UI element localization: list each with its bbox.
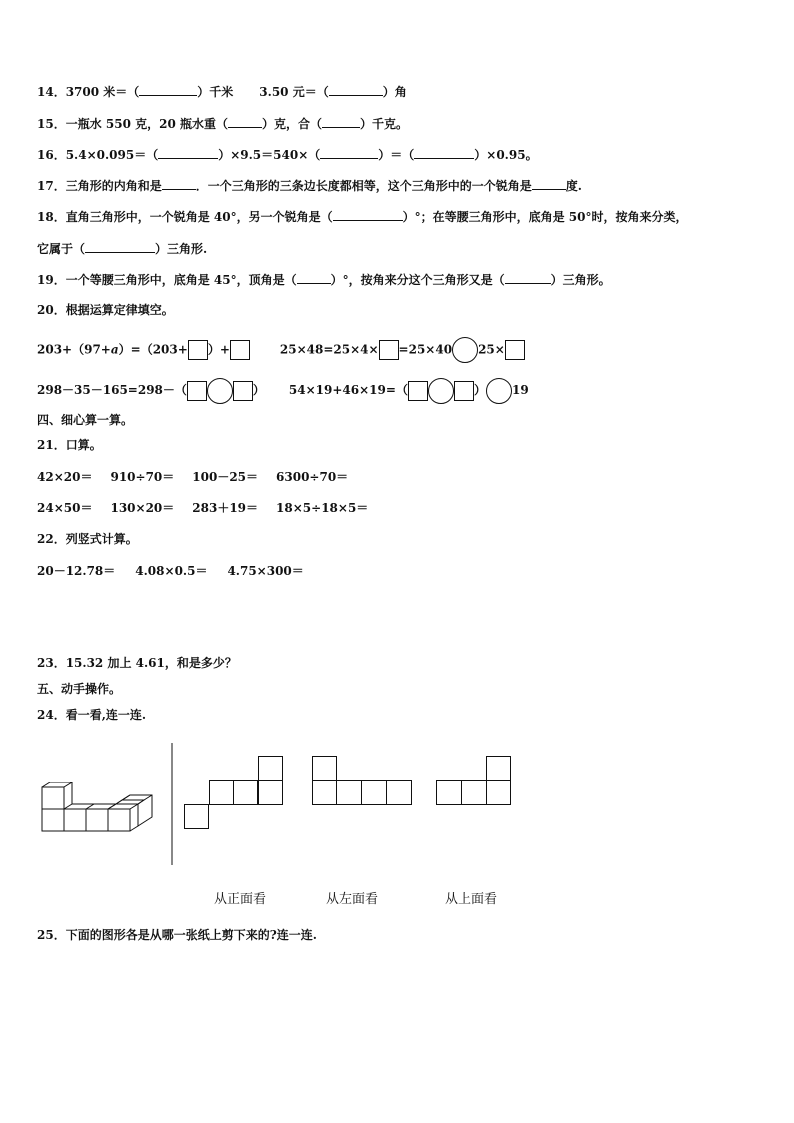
q16-text-a: 16．5.4×0.095＝（ [37,148,159,162]
q20-r2-box-4[interactable] [454,381,474,401]
q15-blank-grams[interactable] [228,115,262,128]
q20-r1-circle-1[interactable] [452,337,478,363]
view-figure-c[interactable] [435,756,515,810]
q20-r1-text-e: =25×40 [398,342,453,357]
question-18-line2 [37,240,207,257]
q18-text-a: 18．直角三角形中，一个锐角是 40°，另一个锐角是（ [37,210,333,224]
q20-r2-text-c: 54×19+46×19=（ [288,383,408,397]
question-25: 25．下面的图形各是从哪一张纸上剪下来的?连一连. [37,928,317,942]
question-17 [37,177,582,194]
q20-r2-circle-3[interactable] [486,378,512,404]
q20-var-a: a [110,342,119,357]
question-21-title: 21．口算。 [37,438,102,452]
q22-item-1: 20－12.78＝ [37,564,116,578]
question-16 [37,146,538,163]
q20-r2-text-d: ） [473,383,486,397]
q20-r1-box-4[interactable] [505,340,525,360]
q17-text-c: 度. [565,179,582,193]
section-4-heading: 四、细心算一算。 [37,413,134,427]
q16-blank-1[interactable] [158,146,218,159]
q22-item-3: 4.75×300＝ [227,564,304,578]
q20-r1-text-d: 25×48=25×4× [279,342,379,357]
question-22-title: 22．列竖式计算。 [37,532,138,546]
q21-item-4: 6300÷70＝ [276,470,349,484]
q19-blank-type[interactable] [505,271,551,284]
q15-text-a: 15．一瓶水 550 克，20 瓶水重（ [37,117,228,131]
q21-item-7: 283＋19＝ [192,501,259,515]
q20-r1-text-c: ）+ [207,342,230,357]
q17-blank-sum[interactable] [162,177,196,190]
question-20-row1 [37,337,525,363]
q15-blank-kg[interactable] [322,115,360,128]
q21-item-3: 100－25＝ [192,470,259,484]
q20-r1-box-3[interactable] [379,340,399,360]
question-18 [37,208,687,225]
q20-r1-text-f: 25× [478,342,505,357]
q21-item-6: 130×20＝ [110,501,175,515]
q19-blank-apex[interactable] [297,271,331,284]
q20-r2-circle-2[interactable] [428,378,454,404]
q18-text-c: 它属于（ [37,242,86,256]
question-21-row2 [37,500,368,516]
question-21-row1 [37,469,348,485]
q19-text-a: 19．一个等腰三角形中，底角是 45°，顶角是（ [37,273,297,287]
q15-text-b: ）克，合（ [261,117,322,131]
q18-text-b: ）°；在等腰三角形中，底角是 50°时，按角来分类， [402,210,688,224]
cube-solid-figure [41,782,161,832]
q20-r1-text-b: ）=（203+ [118,342,188,357]
q18-blank-type[interactable] [85,240,155,253]
q17-blank-degree[interactable] [532,177,566,190]
q16-text-d: ）×0.95。 [474,148,538,162]
q22-item-2: 4.08×0.5＝ [135,564,208,578]
section-5-heading: 五、动手操作。 [37,682,122,696]
q20-r2-box-3[interactable] [408,381,428,401]
question-15 [37,115,408,132]
q15-text-c: ）千克。 [360,117,409,131]
question-14 [37,83,407,100]
q17-text-b: ．一个三角形的三条边长度都相等，这个三角形中的一个锐角是 [195,179,532,193]
q21-item-1: 42×20＝ [37,470,93,484]
view-figure-a[interactable] [183,756,285,834]
q14-text-b: ）千米 [197,85,234,99]
q20-r2-box-1[interactable] [187,381,207,401]
q14-text-d: ）角 [382,85,407,99]
q14-blank-km[interactable] [139,83,197,96]
question-23: 23．15.32 加上 4.61，和是多少？ [37,656,237,670]
q20-r2-text-b: ） [252,383,265,397]
label-left-view[interactable]: 从左面看 [326,892,379,907]
q14-text-a: 14．3700 米＝（ [37,85,140,99]
question-24-title: 24．看一看,连一连. [37,708,147,722]
q20-r2-circle-1[interactable] [207,378,233,404]
q19-text-b: ）°，按角来分这个三角形又是（ [330,273,505,287]
q16-text-b: ）×9.5＝540×（ [218,148,321,162]
q16-blank-3[interactable] [414,146,474,159]
q20-r1-text-a: 203+（97+ [37,342,111,357]
q16-blank-2[interactable] [320,146,378,159]
q20-r1-box-2[interactable] [230,340,250,360]
question-19 [37,271,611,288]
q21-item-8: 18×5÷18×5＝ [276,501,369,515]
divider-line [170,743,174,865]
q14-text-c: 3.50 元＝（ [259,85,329,99]
q18-text-d: ）三角形. [155,242,208,256]
q21-item-5: 24×50＝ [37,501,93,515]
q18-blank-angle[interactable] [333,208,403,221]
question-20-row2 [37,377,529,404]
q16-text-c: ）＝（ [378,148,415,162]
q20-r2-text-e: 19 [511,383,529,397]
label-top-view[interactable]: 从上面看 [445,892,498,907]
q20-r2-text-a: 298－35－165=298－（ [37,383,187,397]
q19-text-c: ）三角形。 [550,273,611,287]
q14-blank-jiao[interactable] [329,83,383,96]
label-front-view[interactable]: 从正面看 [214,892,267,907]
view-figure-b[interactable] [311,756,415,810]
q20-r2-box-2[interactable] [233,381,253,401]
question-20-title: 20．根据运算定律填空。 [37,303,174,317]
q21-item-2: 910÷70＝ [110,470,175,484]
q20-r1-box-1[interactable] [188,340,208,360]
q17-text-a: 17．三角形的内角和是 [37,179,162,193]
question-22-row [37,563,304,579]
